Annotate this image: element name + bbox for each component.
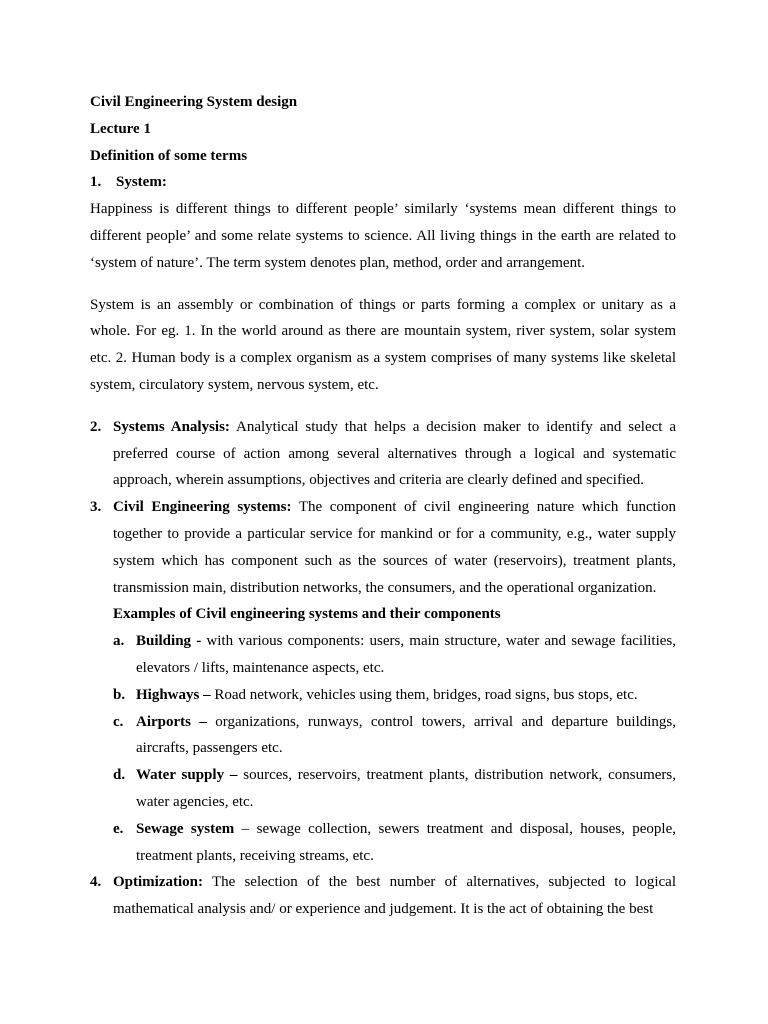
example-term: Sewage system	[136, 820, 235, 837]
example-term: Airports –	[136, 713, 207, 730]
paragraph-gap	[90, 277, 676, 292]
example-letter: a.	[113, 633, 125, 650]
item4-heading: Optimization:	[113, 874, 203, 891]
example-item-b	[113, 682, 676, 709]
item2-number: 2.	[90, 418, 102, 435]
item4-number: 4.	[90, 874, 102, 891]
item2-text: Analytical study that helps a decision maker to identify and select a preferred course of action among several alternatives through a logical and systematic approach, wherein assumptions, objectives and criteria are clearly defined and specified.	[113, 418, 676, 489]
section-heading: Definition of some terms	[90, 147, 248, 164]
example-item-e	[113, 816, 676, 870]
examples-heading: Examples of Civil engineering systems and their components	[113, 606, 501, 623]
lecture-label: Lecture 1	[90, 120, 151, 137]
example-text: – sewage collection, sewers treatment and disposal, houses, people, treatment plants, receiving streams, etc.	[136, 820, 676, 864]
example-letter: e.	[113, 820, 124, 837]
item3-text: The component of civil engineering nature which function together to provide a particular service for mankind or for a community, e.g., water supply system which has component such as the sources of water (reservoirs), treatment plants, transmission main, distribution networks, the consumers, and the operational organization.	[113, 499, 676, 596]
example-term: Building -	[136, 633, 202, 650]
item2-heading: Systems Analysis:	[113, 418, 230, 435]
item1-paragraph-2: System is an assembly or combination of things or parts forming a complex or unitary as a whole. For eg. 1. In the world around as there are mountain system, river system, solar system etc. 2. Human body is a complex organism as a system comprises of many systems like skeletal system, circulatory system, nervous system, etc.	[90, 296, 676, 393]
example-item-c	[113, 709, 676, 763]
examples-list	[113, 628, 676, 869]
numbered-list	[90, 414, 676, 923]
list-item-4	[90, 869, 676, 923]
example-text: Road network, vehicles using them, bridges, road signs, bus stops, etc.	[210, 686, 638, 703]
document-title: Civil Engineering System design	[90, 94, 298, 110]
paragraph-gap	[90, 399, 676, 414]
example-item-a	[113, 628, 676, 682]
item1-heading	[90, 169, 676, 196]
list-item-2	[90, 414, 676, 494]
item1-heading-text: System:	[116, 174, 167, 191]
item3-heading: Civil Engineering systems:	[113, 499, 292, 516]
document-page	[90, 89, 676, 923]
item4-text: The selection of the best number of alternatives, subjected to logical mathematical analysis and/ or experience and judgement. It is the act of obtaining the best	[113, 874, 676, 918]
example-letter: c.	[113, 713, 124, 730]
example-letter: b.	[113, 686, 126, 703]
item1-number: 1.	[90, 174, 102, 191]
example-term: Highways –	[136, 686, 211, 703]
list-item-3	[90, 494, 676, 869]
example-text: sources, reservoirs, treatment plants, distribution network, consumers, water agencies, etc.	[136, 767, 677, 810]
item3-number: 3.	[90, 499, 102, 516]
example-term: Water supply –	[136, 767, 238, 784]
item1-paragraph-1: Happiness is different things to different people’ similarly ‘systems mean different things to different people’ and some relate systems to science. All living things in the earth are related to ‘system of nature’. The term system denotes plan, method, order and arrangement.	[90, 201, 676, 271]
example-item-d	[113, 762, 676, 816]
example-text: with various components: users, main structure, water and sewage facilities, elevators / lifts, maintenance aspects, etc.	[136, 633, 676, 676]
example-letter: d.	[113, 767, 126, 784]
example-text: organizations, runways, control towers, arrival and departure buildings, aircrafts, passengers etc.	[136, 713, 676, 757]
